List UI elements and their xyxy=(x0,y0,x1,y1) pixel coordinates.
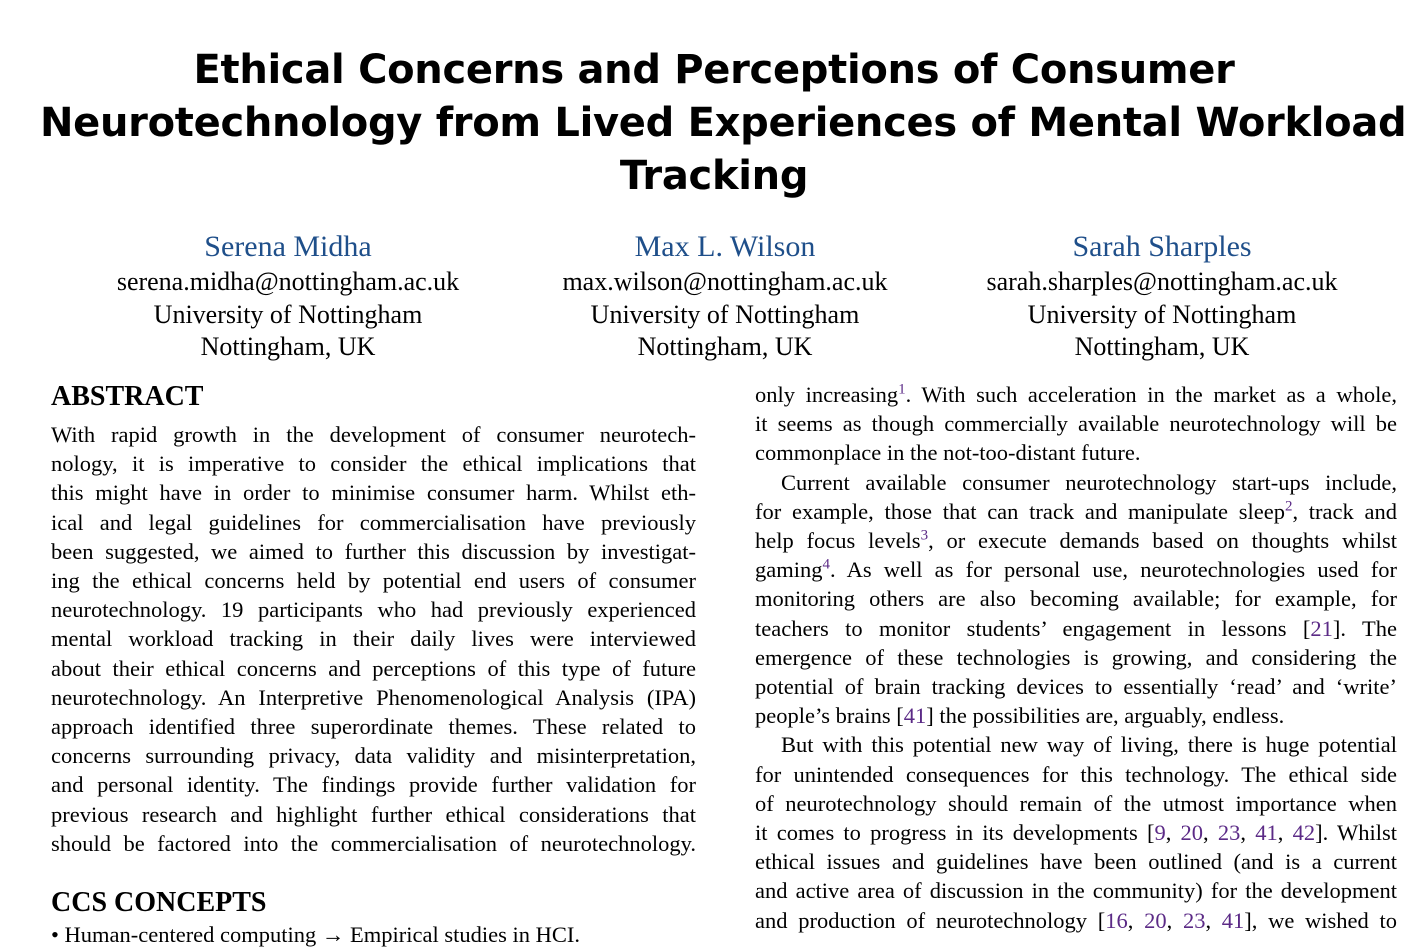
abstract-line: concerns surrounding privacy, data validity and misinterpretation, xyxy=(51,743,696,769)
text-line: for example, those that can track and manipulate sleep$^2$, track and xyxy=(755,498,1397,524)
abstract-heading: ABSTRACT xyxy=(51,381,204,412)
author-2 xyxy=(505,228,945,364)
text-line: people’s brains [41] the possibilities are, arguably, endless. xyxy=(755,703,1285,729)
citation-link[interactable]: 41 xyxy=(903,703,927,729)
citation-link[interactable]: 16 xyxy=(1105,907,1128,933)
citation-link[interactable]: 23 xyxy=(1217,820,1241,846)
text-line: monitoring others are also becoming available; for example, for xyxy=(755,586,1397,612)
abstract-line: previous research and highlight further ethical considerations that xyxy=(51,801,696,827)
footnote-2-link[interactable]: 2 xyxy=(1284,498,1293,515)
text-line: and active area of discussion in the community) for the development xyxy=(755,878,1397,904)
author-affiliation: University of Nottingham xyxy=(153,299,423,329)
citation-link[interactable]: 21 xyxy=(1310,615,1333,641)
author-email[interactable]: serena.midha@nottingham.ac.uk xyxy=(116,267,460,296)
title-line: Ethical Concerns and Perceptions of Consumer xyxy=(193,47,1235,93)
author-location: Nottingham, UK xyxy=(200,332,376,361)
text-line: help focus levels$^3$, or execute demands based on thoughts whilst xyxy=(755,527,1397,554)
left-column xyxy=(51,380,696,858)
author-email[interactable]: sarah.sharples@nottingham.ac.uk xyxy=(986,267,1338,296)
text-line: gaming$^4$. As well as for personal use, neurotechnologies used for xyxy=(755,556,1397,583)
abstract-text xyxy=(51,420,696,858)
abstract-line: about their ethical concerns and perceptions of this type of future xyxy=(51,655,696,681)
abstract-line: should be factored into the commercialisation of neurotechnology. xyxy=(51,830,696,856)
author-block xyxy=(0,228,1428,368)
author-affiliation: University of Nottingham xyxy=(590,299,860,329)
abstract-line: ical and legal guidelines for commercialisation have previously xyxy=(51,509,696,535)
author-location: Nottingham, UK xyxy=(637,332,813,361)
text-line: But with this potential new way of living, there is huge potential xyxy=(781,732,1397,758)
footnote-4-link[interactable]: 4 xyxy=(822,556,830,573)
author-name[interactable]: Max L. Wilson xyxy=(634,230,816,263)
text-line: Current available consumer neurotechnology start-ups include, xyxy=(781,469,1397,495)
author-email[interactable]: max.wilson@nottingham.ac.uk xyxy=(562,267,888,296)
footnote-3-link[interactable]: 3 xyxy=(920,527,929,544)
abstract-line: With rapid growth in the development of consumer neurotech- xyxy=(51,422,696,447)
abstract-line: ing the ethical concerns held by potential end users of consumer xyxy=(51,568,696,594)
right-column xyxy=(755,380,1397,935)
intro-paragraph-2 xyxy=(755,468,1397,731)
ccs-heading: CCS CONCEPTS xyxy=(51,887,267,918)
author-1 xyxy=(68,228,508,364)
abstract-line: approach identified three superordinate themes. These related to xyxy=(51,714,696,740)
abstract-line: and personal identity. The findings provide further validation for xyxy=(51,772,696,798)
citation-link[interactable]: 20 xyxy=(1144,907,1167,933)
citation-link[interactable]: 41 xyxy=(1221,907,1245,933)
text-line: it seems as though commercially available neurotechnology will be xyxy=(755,411,1397,437)
citation-link[interactable]: 23 xyxy=(1182,907,1206,933)
citation-link[interactable]: 20 xyxy=(1180,820,1204,846)
abstract-line: mental workload tracking in their daily lives were interviewed xyxy=(51,626,696,652)
author-location: Nottingham, UK xyxy=(1074,332,1250,361)
author-name[interactable]: Serena Midha xyxy=(204,230,372,263)
text-line: it comes to progress in its developments [9, 20, 23, 41, 42]. Whilst xyxy=(755,820,1398,846)
title-line: Tracking xyxy=(619,153,809,199)
intro-paragraph-1 xyxy=(755,380,1397,468)
text-line: teachers to monitor students’ engagement in lessons [21]. The xyxy=(755,615,1397,641)
text-line: ethical issues and guidelines have been outlined (and is a current xyxy=(755,849,1397,875)
abstract-line: neurotechnology. An Interpretive Phenomenological Analysis (IPA) xyxy=(51,684,696,710)
text-line: potential of brain tracking devices to essentially ‘read’ and ‘write’ xyxy=(755,674,1397,700)
abstract-line: this might have in order to minimise consumer harm. Whilst eth- xyxy=(51,480,696,506)
citation-link[interactable]: 9 xyxy=(1154,820,1166,846)
text-line: and production of neurotechnology [16, 20, 23, 41], we wished to xyxy=(755,907,1398,933)
author-name[interactable]: Sarah Sharples xyxy=(1072,230,1252,263)
footnote-1-link[interactable]: 1 xyxy=(898,381,906,398)
author-3 xyxy=(942,228,1382,364)
text-line: commonplace in the not-too-distant future. xyxy=(755,440,1141,466)
intro-paragraph-3 xyxy=(755,730,1397,934)
text-line: only increasing$^1$. With such acceleration in the market as a whole, xyxy=(755,381,1398,407)
citation-link[interactable]: 42 xyxy=(1292,820,1316,846)
abstract-line: been suggested, we aimed to further this discussion by investigat- xyxy=(51,538,696,564)
title-line: Neurotechnology from Lived Experiences of Mental Workload xyxy=(40,100,1407,146)
abstract-line: nology, it is imperative to consider the ethical implications that xyxy=(51,451,696,477)
abstract-line: neurotechnology. 19 participants who had previously experienced xyxy=(51,597,696,623)
text-line: of neurotechnology should remain of the utmost importance when xyxy=(755,790,1397,816)
text-line: for unintended consequences for this technology. The ethical side xyxy=(755,761,1397,787)
citation-link[interactable]: 41 xyxy=(1255,820,1278,846)
author-affiliation: University of Nottingham xyxy=(1027,299,1297,329)
ccs-concept-line: • Human-centered computing → Empirical studies in HCI. xyxy=(51,922,581,947)
text-line: emergence of these technologies is growing, and considering the xyxy=(755,644,1397,670)
paper-title xyxy=(40,44,1407,203)
